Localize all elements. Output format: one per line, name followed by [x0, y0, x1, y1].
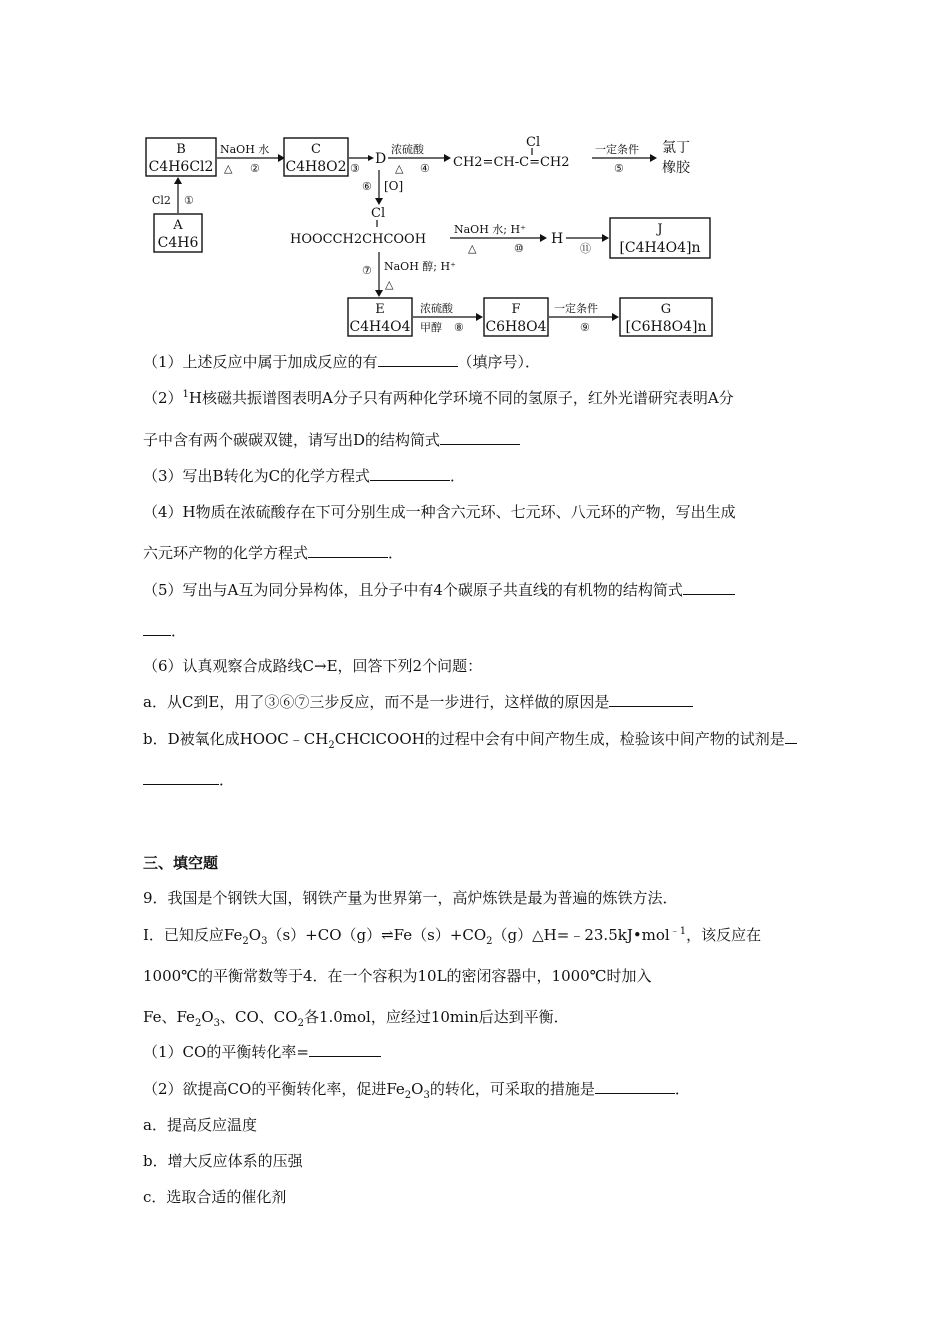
reagent-7: NaOH 醇; H⁺ — [384, 260, 456, 273]
step-11: ⑪ — [580, 242, 591, 255]
reagent-10: NaOH 水; H⁺ — [454, 223, 526, 236]
reagent-6: [O] — [384, 179, 404, 193]
label-B: B — [176, 142, 186, 157]
q2-prefix: （2） — [143, 389, 183, 407]
question-9 — [143, 888, 678, 908]
q6a-text: a．从C到E，用了③⑥⑦三步反应，而不是一步进行，这样做的原因是 — [143, 693, 610, 711]
q9-part1-line1 — [143, 925, 761, 945]
label-F: F — [511, 302, 521, 317]
q9-i4: （g）△H=﹣23.5kJ•mol — [492, 926, 670, 944]
q9-sup: ﹣1 — [669, 926, 687, 937]
synthesis-scheme — [140, 128, 720, 343]
label-H: H — [551, 231, 564, 247]
q9-part1-line3 — [143, 1007, 569, 1027]
q6b-answer-blank[interactable] — [785, 729, 797, 744]
formula-B: C4H6Cl2 — [148, 159, 214, 175]
q9-sub2 — [143, 1079, 690, 1099]
intermediate-cl: Cl — [371, 206, 386, 221]
q9-p2d: ． — [674, 1080, 690, 1098]
chloroprene-cl: Cl — [526, 135, 541, 150]
delta-10: △ — [468, 242, 477, 255]
q4-text: （4）H物质在浓硫酸存在下可分别生成一种含六元环、七元环、八元环的产物，写出生成 — [143, 503, 736, 521]
question-3 — [143, 466, 465, 486]
q9-sub-b: 3 — [261, 936, 268, 947]
formula-J: [C4H4O4]n — [619, 240, 701, 256]
q4-suffix: ． — [388, 544, 404, 562]
formula-G: [C6H8O4]n — [625, 319, 707, 335]
q5-suffix: ． — [171, 622, 187, 640]
q6-text: （6）认真观察合成路线C→E，回答下列2个问题： — [143, 657, 483, 675]
step-3: ③ — [350, 162, 360, 175]
label-E: E — [375, 302, 385, 317]
q9-p2a: （2）欲提高CO的平衡转化率，促进Fe — [143, 1080, 405, 1098]
q4-answer-blank[interactable] — [308, 543, 388, 558]
step-1: ① — [184, 194, 194, 207]
chloroprene-formula: CH2=CH-C=CH2 — [453, 155, 570, 170]
q3-suffix: ． — [450, 467, 466, 485]
question-2-line1 — [143, 388, 734, 408]
option-a: a．提高反应温度 — [143, 1116, 257, 1134]
q9-i1: Ⅰ．已知反应Fe — [143, 926, 243, 944]
q9-l3-sub3: 2 — [297, 1018, 304, 1029]
q9-l3c: 、CO、CO — [220, 1008, 298, 1026]
question-6a — [143, 692, 693, 712]
q2-text2: 子中含有两个碳碳双键，请写出D的结构简式 — [143, 431, 441, 449]
step-2: ② — [250, 162, 260, 175]
label-A: A — [173, 218, 183, 233]
reagent-8-bottom: 甲醇 — [420, 321, 442, 334]
q2-sup: 1 — [182, 389, 189, 400]
label-J: J — [657, 222, 663, 237]
option-b: b．增大反应体系的压强 — [143, 1152, 303, 1170]
q2-answer-blank[interactable] — [440, 430, 520, 445]
question-1 — [143, 352, 540, 372]
q9-l3a: Fe、Fe — [143, 1008, 195, 1026]
q9-p1-text: （1）CO的平衡转化率= — [143, 1043, 309, 1061]
reagent-8-top: 浓硫酸 — [420, 302, 453, 315]
q9-p2b: O — [411, 1080, 424, 1098]
label-D: D — [375, 151, 387, 167]
q9-sub1 — [143, 1042, 381, 1062]
reagent-1: Cl2 — [152, 194, 171, 207]
label-G: G — [660, 302, 672, 317]
delta-4: △ — [395, 162, 404, 175]
q1-suffix: （填序号）． — [457, 353, 541, 371]
q4-text2: 六元环产物的化学方程式 — [143, 544, 309, 562]
q3-answer-blank[interactable] — [370, 466, 450, 481]
question-4-line2 — [143, 543, 403, 563]
q9-sub-a: 2 — [242, 936, 249, 947]
delta-7: △ — [385, 278, 394, 291]
q6b-answer-blank-cont[interactable] — [143, 770, 219, 785]
delta-2: △ — [224, 162, 233, 175]
reagent-5: 一定条件 — [595, 143, 639, 156]
rubber-line1: 氯丁 — [662, 140, 690, 156]
q9-l3-sub2: 3 — [213, 1018, 220, 1029]
question-4-line1 — [143, 502, 736, 522]
question-5-line2 — [143, 621, 186, 641]
q9-l3-sub1: 2 — [194, 1018, 202, 1029]
reagent-2: NaOH 水 — [220, 143, 270, 156]
q9-part1-line2 — [143, 966, 652, 986]
question-6b-line1 — [143, 729, 797, 749]
step-8: ⑧ — [454, 321, 464, 334]
q6a-answer-blank[interactable] — [609, 692, 693, 707]
q5-answer-blank-cont[interactable] — [143, 621, 171, 636]
step-10: ⑩ — [514, 242, 524, 255]
q6b-text2: CHClCOOH的过程中会有中间产物生成，检验该中间产物的试剂是 — [334, 730, 785, 748]
q2-text: H核磁共振谱图表明A分子只有两种化学环境不同的氢原子，红外光谱研究表明A分 — [188, 389, 734, 407]
q9-p2-sub2: 3 — [423, 1090, 430, 1101]
q9-l3d: 各1.0mol，应经过10min后达到平衡． — [303, 1008, 569, 1026]
q5-answer-blank[interactable] — [683, 580, 735, 595]
q9-p2-sub1: 2 — [404, 1090, 412, 1101]
q1-text: （1）上述反应中属于加成反应的有 — [143, 353, 378, 371]
q9-p1-answer-blank[interactable] — [309, 1042, 381, 1057]
q3-text: （3）写出B转化为C的化学方程式 — [143, 467, 371, 485]
question-2-line2 — [143, 430, 520, 450]
option-c: c．选取合适的催化剂 — [143, 1188, 287, 1206]
step-9: ⑨ — [580, 321, 590, 334]
step-4: ④ — [420, 162, 430, 175]
q9-l3b: O — [201, 1008, 214, 1026]
label-C: C — [311, 142, 321, 157]
q9-p2-answer-blank[interactable] — [595, 1079, 675, 1094]
step-6: ⑥ — [362, 180, 372, 193]
intermediate-formula: HOOCCH2CHCOOH — [290, 232, 427, 247]
question-6 — [143, 656, 482, 676]
q9-i5: ，该反应在 — [686, 926, 762, 944]
q1-answer-blank[interactable] — [378, 352, 458, 367]
q6b-suffix: ． — [219, 771, 235, 789]
q9-text: 9．我国是个钢铁大国，钢铁产量为世界第一，高炉炼铁是最为普遍的炼铁方法． — [143, 889, 678, 907]
reagent-4: 浓硫酸 — [391, 143, 424, 156]
q6b-text1: b．D被氧化成HOOC﹣CH — [143, 730, 329, 748]
step-5: ⑤ — [614, 162, 624, 175]
question-6b-line2 — [143, 770, 234, 790]
formula-E: C4H4O4 — [349, 319, 411, 335]
q9-i3: （s）+CO（g）⇌Fe（s）+CO — [267, 926, 487, 944]
q6b-sub: 2 — [328, 740, 335, 751]
section-heading: 三、填空题 — [143, 854, 219, 872]
reagent-9: 一定条件 — [554, 302, 598, 315]
q9-p2c: 的转化，可采取的措施是 — [429, 1080, 595, 1098]
formula-F: C6H8O4 — [485, 319, 547, 335]
formula-C: C4H8O2 — [285, 159, 347, 175]
formula-A: C4H6 — [157, 235, 199, 251]
q5-text: （5）写出与A互为同分异构体，且分子中有4个碳原子共直线的有机物的结构简式 — [143, 581, 683, 599]
q9-sub-c: 2 — [486, 936, 493, 947]
q9-line2-text: 1000℃的平衡常数等于4．在一个容积为10L的密闭容器中，1000℃时加入 — [143, 967, 652, 985]
q9-i2: O — [248, 926, 262, 944]
question-5-line1 — [143, 580, 735, 600]
rubber-line2: 橡胶 — [662, 160, 690, 176]
step-7: ⑦ — [362, 264, 372, 277]
